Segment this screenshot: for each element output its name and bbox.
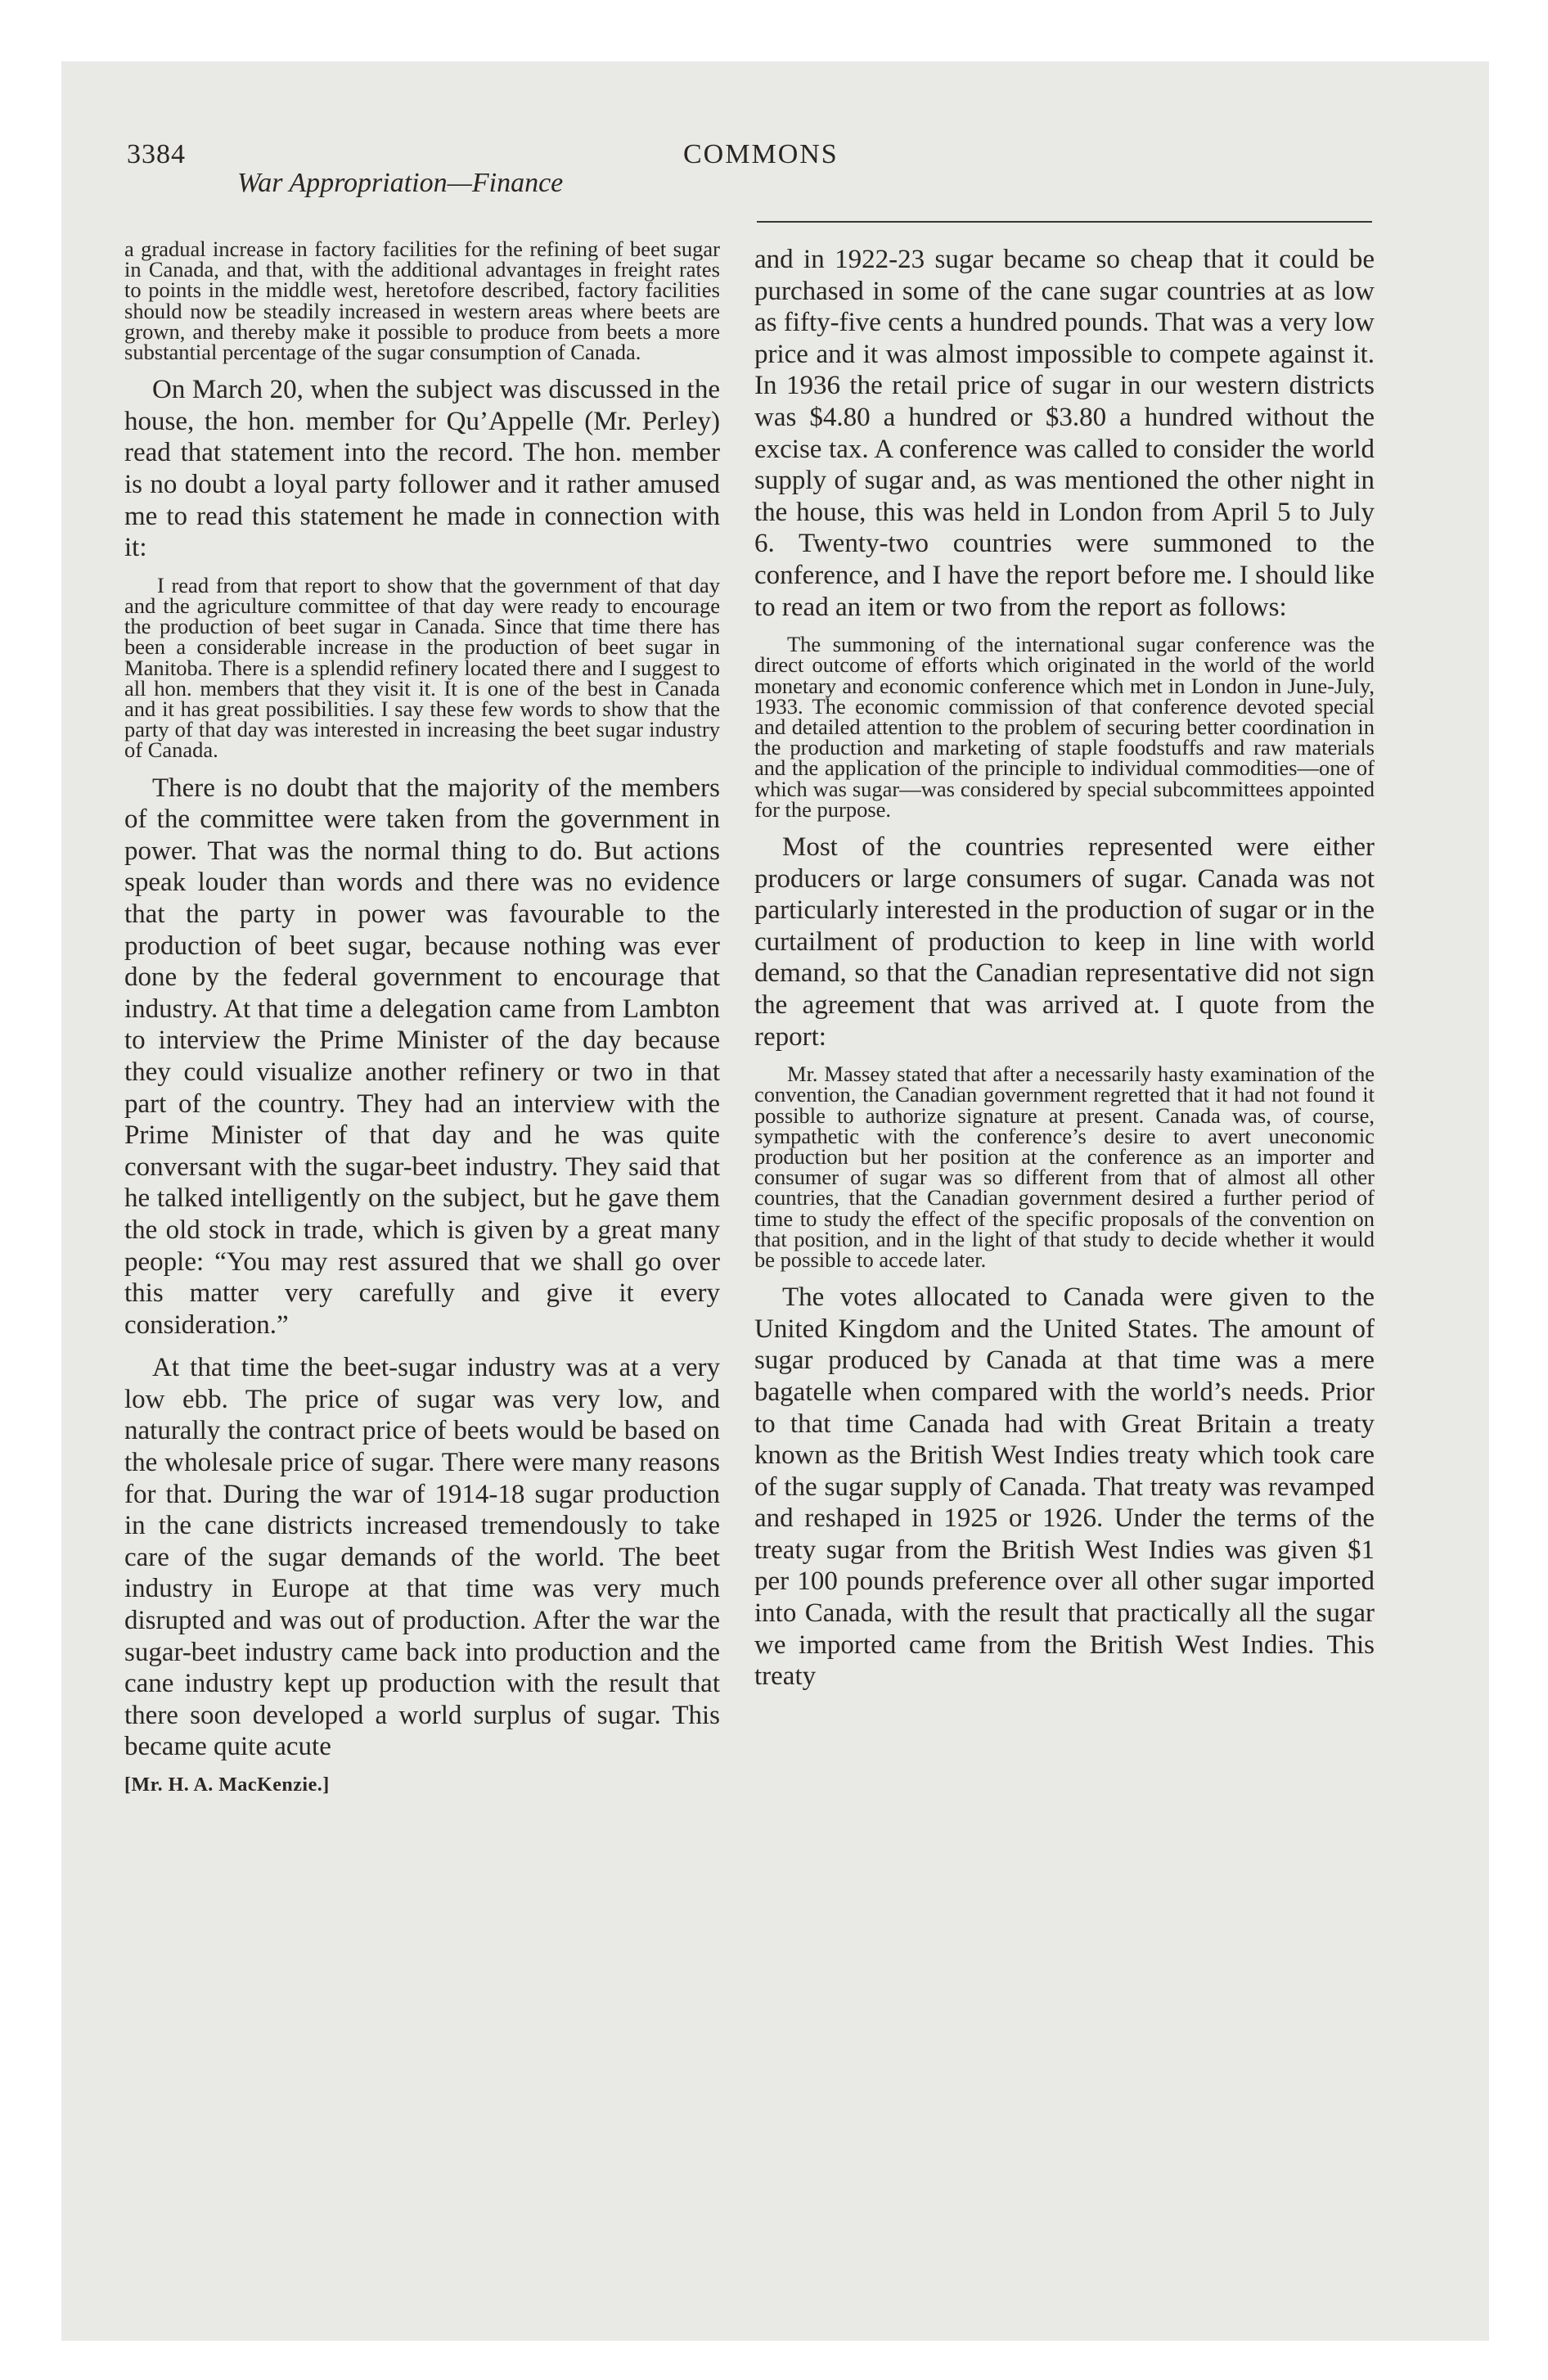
quoted-paragraph: I read from that report to show that the government of that day and the agriculture committee of that day were ready to encourage the production of beet sugar in Canada. Since that time there has been a considerable increase in the production of beet sugar in Manitoba. There is a splendid refinery located there and I suggest to all hon. members that they visit it. It is one of the best in Canada and it has great possibilities. I say these few words to show that the party of that day was interested in increasing the beet sugar industry of Canada.: [124, 572, 720, 763]
body-paragraph: There is no doubt that the majority of the members of the committee were taken from the government in power. That was the normal thing to do. But actions speak louder than words and there was no evidence that the party in power was favourable to the production of beet sugar, because nothing was ever done by the federal government to encourage that industry. At that time a delegation came from Lambton to interview the Prime Minister of the day because they could visualize another refinery or two in that part of the country. They had an interview with the Prime Minister of that day and he was quite conversant with the sugar-beet industry. They said that he talked intelligently on the subject, but he gave them the old stock in trade, which is given by a great many people: “You may rest assured that we shall go over this matter very carefully and give it every consideration.”: [124, 773, 720, 1340]
body-paragraph: At that time the beet-sugar industry was at a very low ebb. The price of sugar was very low, and naturally the contract price of beets would be based on the wholesale price of sugar. There were many reasons for that. During the war of 1914-18 sugar production in the cane districts increased tremendously to take care of the sugar demands of the world. The beet industry in Europe at that time was very much disrupted and was out of production. After the war the sugar-beet industry came back into production and the cane industry kept up production with the result that there soon developed a world surplus of sugar. This became quite acute: [124, 1353, 720, 1762]
body-paragraph: and in 1922-23 sugar became so cheap that it could be purchased in some of the cane sugar countries at as low as fifty-five cents a hundred pounds. That was a very low price and it was almost impossible to compete against it. In 1936 the retail price of sugar in our western districts was $4.80 a hundred or $3.80 a hundred without the excise tax. A conference was called to consider the world supply of sugar and, as was mentioned the other night in the house, this was held in London from April 5 to July 6. Twenty-two countries were summoned to the conference, and I have the report before me. I should like to read an item or two from the report as follows:: [754, 245, 1375, 622]
page-number: 3384: [127, 139, 186, 169]
quoted-paragraph: The summoning of the international sugar conference was the direct outcome of efforts which originated in the world of the world monetary and economic conference which met in London in June-July, 1933. The economic commission of that conference devoted special and detailed attention to the problem of securing better coordination in the production and marketing of staple foodstuffs and raw materials and the application of the principle to individual commodities—one of which was sugar—was considered by special subcommittees appointed for the purpose.: [754, 632, 1375, 822]
section-heading: War Appropriation—Finance: [237, 168, 564, 198]
body-paragraph: On March 20, when the subject was discussed in the house, the hon. member for Qu’Appelle (Mr. Perley) read that statement into the record. The hon. member is no doubt a loyal party follower and it rather amused me to read this statement he made in connection with it:: [124, 375, 720, 563]
header-rule: [757, 221, 1372, 223]
quoted-paragraph: Mr. Massey stated that after a necessarily hasty examination of the convention, the Canadian government regretted that it had not found it possible to authorize signature at present. Canada was, of course, sympathetic with the conference’s desire to avert uneconomic production but her position at the conference as an importer and consumer of sugar was so different from that of almost all other countries, that the Canadian government desired a further period of time to study the effect of the specific proposals of the convention on that position, and in the light of that study to decide whether it would be possible to accede later.: [754, 1062, 1375, 1272]
right-column: [754, 244, 1375, 1704]
speaker-attribution: [Mr. H. A. MacKenzie.]: [124, 1774, 330, 1796]
left-column: [124, 239, 720, 1796]
quoted-paragraph: a gradual increase in factory facilities for the refining of beet sugar in Canada, and that, with the additional advantages in freight rates to points in the middle west, heretofore described, factory facilities should now be steadily increased in western areas where beets are grown, and thereby make it possible to produce from beets a more substantial percentage of the sugar consumption of Canada.: [124, 237, 720, 365]
body-paragraph: The votes allocated to Canada were given to the United Kingdom and the United States. The amount of sugar produced by Canada at that time was a mere bagatelle when compared with the world’s needs. Prior to that time Canada had with Great Britain a treaty known as the British West Indies treaty which took care of the sugar supply of Canada. That treaty was revamped and reshaped in 1925 or 1926. Under the terms of the treaty sugar from the British West Indies was given $1 per 100 pounds preference over all other sugar imported into Canada, with the result that practically all the sugar we imported came from the British West Indies. This treaty: [754, 1282, 1375, 1692]
body-paragraph: Most of the countries represented were either producers or large consumers of sugar. Canada was not particularly interested in the production of sugar or in the curtailment of production to keep in line with world demand, so that the Canadian representative did not sign the agreement that was arrived at. I quote from the report:: [754, 832, 1375, 1052]
running-title: COMMONS: [683, 139, 839, 169]
